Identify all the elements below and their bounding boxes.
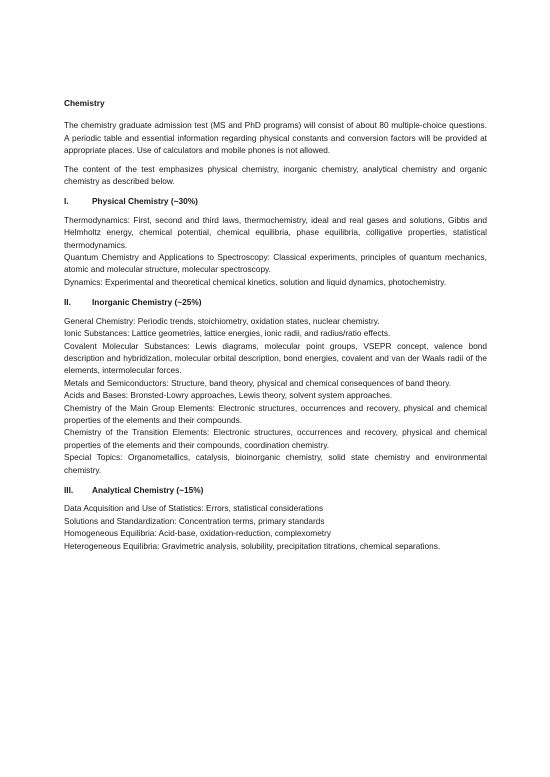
- topic-paragraph: Heterogeneous Equilibria: Gravimetric analysis, solubility, precipitation titrations, chemical separations.: [64, 540, 441, 551]
- topic-paragraph: Thermodynamics: First, second and third laws, thermochemistry, ideal and real gases and solutions, Gibbs and Helmholtz energy, chemical potential, chemical equilibria, phase equilibria, colligative properties, statistical thermodynamics.: [64, 214, 487, 250]
- intro-paragraph: The content of the test emphasizes physical chemistry, inorganic chemistry, analytical chemistry and organic chemistry as described below.: [64, 163, 487, 187]
- topic-paragraph: Dynamics: Experimental and theoretical chemical kinetics, solution and liquid dynamics, photochemistry.: [64, 276, 447, 287]
- section-number: I.: [64, 196, 69, 207]
- section-number: III.: [64, 484, 74, 495]
- topic-paragraph: Chemistry of the Transition Elements: Electronic structures, occurrences and recovery, physical and chemical properties of the elements and their compounds, coordination chemistry.: [64, 427, 487, 450]
- topic-paragraph: Chemistry of the Main Group Elements: Electronic structures, occurrences and recovery, physical and chemical properties of the elements and their compounds.: [64, 402, 487, 425]
- section-title: Physical Chemistry (~30%): [92, 196, 198, 207]
- section-number: II.: [64, 297, 71, 308]
- document-page: [64, 97, 487, 552]
- topic-paragraph: Covalent Molecular Substances: Lewis diagrams, molecular point groups, VSEPR concept, valence bond description and hybridization, molecular orbital description, bond energies, covalent and van der Waals radii of the elements, intermolecular forces.: [64, 340, 487, 376]
- section-title: Analytical Chemistry (~15%): [92, 484, 204, 495]
- section-heading: [64, 296, 487, 308]
- intro-paragraph: The chemistry graduate admission test (MS and PhD programs) will consist of about 80 multiple-choice questions. A periodic table and essential information regarding physical constants and conversion factors will be provided at appropriate places. Use of calculators and mobile phones is not allowed.: [64, 120, 487, 156]
- topic-paragraph: General Chemistry: Periodic trends, stoichiometry, oxidation states, nuclear chemistry.: [64, 315, 380, 326]
- topic-paragraph: Quantum Chemistry and Applications to Spectroscopy: Classical experiments, principles of quantum mechanics, atomic and molecular structure, molecular spectroscopy.: [64, 252, 487, 275]
- topic-paragraph: Metals and Semiconductors: Structure, band theory, physical and chemical consequences of band theory.: [64, 377, 452, 388]
- topic-paragraph: Acids and Bases: Bronsted-Lowry approaches, Lewis theory, solvent system approaches.: [64, 390, 393, 401]
- topic-paragraph: Special Topics: Organometallics, catalysis, bioinorganic chemistry, solid state chemistry and environmental chemistry.: [64, 452, 487, 475]
- document-title: Chemistry: [64, 98, 105, 108]
- section-heading: [64, 484, 487, 496]
- topic-paragraph: Data Acquisition and Use of Statistics: Errors, statistical considerations: [64, 503, 324, 514]
- section-title: Inorganic Chemistry (~25%): [92, 297, 202, 308]
- topic-paragraph: Solutions and Standardization: Concentration terms, primary standards: [64, 515, 325, 526]
- section-heading: [64, 195, 487, 207]
- topic-paragraph: Ionic Substances: Lattice geometries, lattice energies, ionic radii, and radius/ratio effects.: [64, 328, 391, 339]
- topic-paragraph: Homogeneous Equilibria: Acid-base, oxidation-reduction, complexometry: [64, 528, 332, 539]
